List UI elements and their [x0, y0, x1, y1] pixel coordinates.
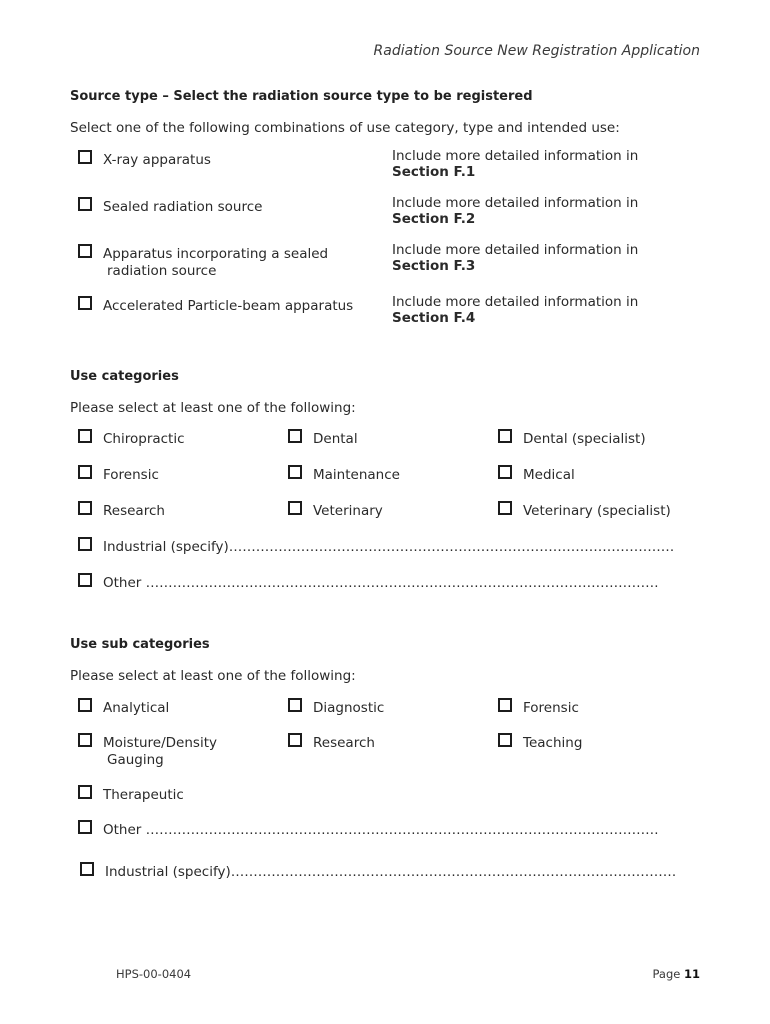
diagnostic-label: Diagnostic	[313, 700, 385, 716]
page-number: 11	[683, 967, 700, 981]
teaching-label: Teaching	[523, 735, 583, 751]
checkbox-veterinary[interactable]	[288, 501, 302, 515]
source-type-heading: Source type – Select the radiation source type to be registered	[70, 89, 533, 104]
label-line-1: Moisture/Density	[103, 735, 217, 751]
checkbox-sub-other[interactable]	[78, 820, 92, 834]
page-label: Page	[652, 967, 681, 981]
section-ref: Section F.4	[392, 310, 476, 326]
document-header-title: Radiation Source New Registration Application	[373, 43, 700, 59]
section-ref: Section F.1	[392, 164, 476, 180]
checkbox-analytical[interactable]	[78, 698, 92, 712]
checkbox-sub-forensic[interactable]	[498, 698, 512, 712]
forensic-label: Forensic	[103, 467, 159, 483]
sub-industrial-specify-field[interactable]	[105, 864, 676, 881]
note-text: Include more detailed information in	[392, 294, 639, 310]
section-note-f3	[392, 242, 638, 274]
label-line-2: Gauging	[107, 752, 164, 768]
note-text: Include more detailed information in	[392, 242, 639, 258]
checkbox-dental[interactable]	[288, 429, 302, 443]
checkbox-medical[interactable]	[498, 465, 512, 479]
xray-apparatus-label: X-ray apparatus	[103, 152, 211, 168]
sub-research-label: Research	[313, 735, 375, 751]
checkbox-sub-industrial[interactable]	[80, 862, 94, 876]
accelerated-particle-beam-label: Accelerated Particle-beam apparatus	[103, 298, 354, 314]
section-note-f4	[392, 294, 638, 326]
checkbox-teaching[interactable]	[498, 733, 512, 747]
note-text: Include more detailed information in	[392, 195, 639, 211]
note-text: Include more detailed information in	[392, 148, 639, 164]
checkbox-sub-research[interactable]	[288, 733, 302, 747]
checkbox-sealed-radiation-source[interactable]	[78, 197, 92, 211]
sub-other-specify-field[interactable]	[103, 822, 659, 839]
checkbox-diagnostic[interactable]	[288, 698, 302, 712]
industrial-specify-field[interactable]	[103, 539, 674, 556]
footer-page-number	[652, 967, 700, 981]
checkbox-forensic[interactable]	[78, 465, 92, 479]
use-categories-instruction: Please select at least one of the following:	[70, 400, 356, 416]
checkbox-moisture-density-gauging[interactable]	[78, 733, 92, 747]
section-ref: Section F.3	[392, 258, 476, 274]
chiropractic-label: Chiropractic	[103, 431, 185, 447]
section-note-f1	[392, 148, 638, 180]
sub-industrial-label: Industrial (specify)	[105, 864, 231, 880]
sub-industrial-fill-line: ………………………………………………………………………………………	[230, 864, 677, 880]
use-sub-categories-instruction: Please select at least one of the following:	[70, 668, 356, 684]
checkbox-xray-apparatus[interactable]	[78, 150, 92, 164]
therapeutic-label: Therapeutic	[103, 787, 184, 803]
veterinary-specialist-label: Veterinary (specialist)	[523, 503, 671, 519]
checkbox-research[interactable]	[78, 501, 92, 515]
checkbox-industrial[interactable]	[78, 537, 92, 551]
sub-other-label: Other	[103, 822, 142, 838]
checkbox-dental-specialist[interactable]	[498, 429, 512, 443]
sub-forensic-label: Forensic	[523, 700, 579, 716]
moisture-density-gauging-label	[103, 735, 217, 769]
analytical-label: Analytical	[103, 700, 170, 716]
apparatus-incorporating-sealed-source-label	[103, 246, 328, 280]
checkbox-veterinary-specialist[interactable]	[498, 501, 512, 515]
source-type-instruction: Select one of the following combinations of use category, type and intended use:	[70, 120, 620, 136]
veterinary-label: Veterinary	[313, 503, 383, 519]
checkbox-other[interactable]	[78, 573, 92, 587]
maintenance-label: Maintenance	[313, 467, 400, 483]
dental-specialist-label: Dental (specialist)	[523, 431, 646, 447]
other-specify-field[interactable]	[103, 575, 659, 592]
label-line-2: radiation source	[107, 263, 217, 279]
sub-other-fill-line: ……………………………………………………………………………………………………	[145, 822, 659, 838]
other-fill-line: ……………………………………………………………………………………………………	[145, 575, 659, 591]
checkbox-maintenance[interactable]	[288, 465, 302, 479]
industrial-label: Industrial (specify)	[103, 539, 229, 555]
checkbox-therapeutic[interactable]	[78, 785, 92, 799]
section-ref: Section F.2	[392, 211, 476, 227]
use-sub-categories-heading: Use sub categories	[70, 637, 210, 652]
sealed-radiation-source-label: Sealed radiation source	[103, 199, 263, 215]
dental-label: Dental	[313, 431, 358, 447]
industrial-fill-line: ………………………………………………………………………………………	[228, 539, 675, 555]
use-categories-heading: Use categories	[70, 369, 179, 384]
section-note-f2	[392, 195, 638, 227]
checkbox-apparatus-incorporating-sealed-source[interactable]	[78, 244, 92, 258]
checkbox-chiropractic[interactable]	[78, 429, 92, 443]
footer-doc-id: HPS-00-0404	[116, 967, 192, 981]
research-label: Research	[103, 503, 165, 519]
label-line-1: Apparatus incorporating a sealed	[103, 246, 329, 262]
checkbox-accelerated-particle-beam[interactable]	[78, 296, 92, 310]
other-label: Other	[103, 575, 142, 591]
medical-label: Medical	[523, 467, 575, 483]
